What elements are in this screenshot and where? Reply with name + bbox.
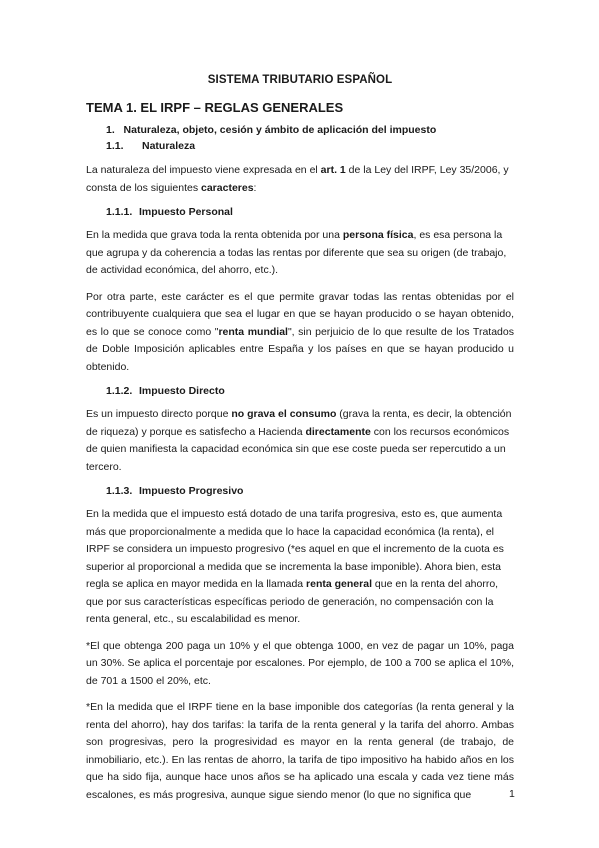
- bold-run: renta mundial: [218, 325, 288, 338]
- text-run: , es esa persona la que agrupa y da coherencia a todas las rentas por diferente que sea su origen (de trabajo, de actividad económica, del ahorro, etc.).: [86, 229, 507, 276]
- personal-paragraph-1: [86, 227, 514, 280]
- section-1-1-2-heading: [86, 385, 514, 397]
- section-1-1-title: Naturaleza: [142, 140, 196, 152]
- intro-paragraph: [86, 162, 514, 197]
- progresivo-paragraph-1: [86, 506, 514, 629]
- section-1-1-number: 1.1.: [106, 140, 124, 152]
- directo-paragraph: [86, 406, 514, 476]
- text-run: Es un impuesto directo porque: [86, 408, 232, 420]
- text-run: Por otra parte, este carácter es el que permite gravar todas las rentas obtenidas por el contribuyente cualquiera que sea el lugar en que se hayan producido o se hayan obtenido, es lo que se conoce como ": [86, 290, 514, 338]
- section-1-1-3-title: Impuesto Progresivo: [139, 485, 244, 497]
- text-run: En la medida que grava toda la renta obtenida por una: [86, 229, 343, 241]
- section-1-1-heading: [86, 140, 514, 152]
- bold-run: caracteres: [201, 181, 254, 194]
- bold-run: art. 1: [320, 164, 346, 176]
- text-run: con los recursos económicos de quien manifiesta la capacidad económica sin que ese coste pueda ser repercutido a un tercero.: [86, 425, 510, 473]
- personal-paragraph-2: [86, 289, 514, 377]
- text-run: En la medida que el impuesto está dotado de una tarifa progresiva, esto es, que aumenta más que proporcionalmente a medida que lo hace la capacidad económica (la renta), el IRPF se considera un impuesto progresivo (*es aquel en que el incremento de la cuota es superior al proporcional a medida que se incrementa la base imponible). Ahora bien, esta regla se aplica en mayor medida en la llamada: [86, 508, 504, 590]
- progresivo-example-paragraph: *El que obtenga 200 paga un 10% y el que obtenga 1000, en vez de pagar un 10%, paga un 30%. Se aplica el porcentaje por escalones. Por ejemplo, de 100 a 700 se aplica el 10%, de 701 a 1500 el 20%, etc.: [86, 639, 514, 687]
- text-run: que en la renta del ahorro, que por sus características específicas periodo de generación, no compensación con la renta general, etc., su escalabilidad es menor.: [86, 578, 499, 625]
- tema-heading: TEMA 1. EL IRPF – REGLAS GENERALES: [86, 100, 344, 115]
- document-title: SISTEMA TRIBUTARIO ESPAÑOL: [207, 74, 393, 86]
- text-run: ", sin perjuicio de lo que resulte de los Tratados de Doble Imposición aplicables entre España y los países en que se hayan producido u obtenido.: [86, 325, 514, 373]
- text-run: La naturaleza del impuesto viene expresada en el: [86, 164, 321, 176]
- section-1-1-1-title: Impuesto Personal: [139, 206, 233, 218]
- page-number: 1: [509, 788, 515, 800]
- section-1-1-2-title: Impuesto Directo: [139, 385, 225, 397]
- bold-run: renta general: [306, 578, 372, 590]
- section-1-1-3-number: 1.1.3.: [106, 485, 133, 497]
- text-run: (grava la renta, es decir, la obtención de riqueza) y porque es satisfecho a Hacienda: [86, 408, 512, 438]
- section-1-1-3-heading: [86, 485, 514, 497]
- bold-run: persona física: [342, 229, 414, 241]
- section-1-1-2-number: 1.1.2.: [106, 385, 133, 397]
- bold-run: directamente: [305, 425, 371, 438]
- page-content: [86, 74, 514, 813]
- section-1-heading: [86, 124, 514, 136]
- section-1-number: 1.: [106, 124, 115, 136]
- section-1-title: Naturaleza, objeto, cesión y ámbito de aplicación del impuesto: [123, 124, 437, 136]
- section-1-1-1-number: 1.1.1.: [106, 206, 133, 218]
- progresivo-note-paragraph: *En la medida que el IRPF tiene en la base imponible dos categorías (la renta general y la renta del ahorro), hay dos tarifas: la tarifa de la renta general y la tarifa del ahorro. Ambas son progresivas, pero la progresividad es mayor en la renta general (de trabajo, de inmobiliario, etc.). En las rentas de ahorro, la tarifa de tipo impositivo ha habido años en los que ha sido fija, aunque hace unos años se ha aplicado una escala y cada vez tiene más escalones, es más progresiva, aunque sigue siendo menor (lo que no significa que: [86, 701, 514, 801]
- text-run: :: [253, 181, 257, 194]
- bold-run: no grava el consumo: [231, 408, 337, 420]
- section-1-1-1-heading: [86, 206, 514, 218]
- text-run: de la Ley del IRPF, Ley 35/2006, y consta de los siguientes: [86, 164, 509, 194]
